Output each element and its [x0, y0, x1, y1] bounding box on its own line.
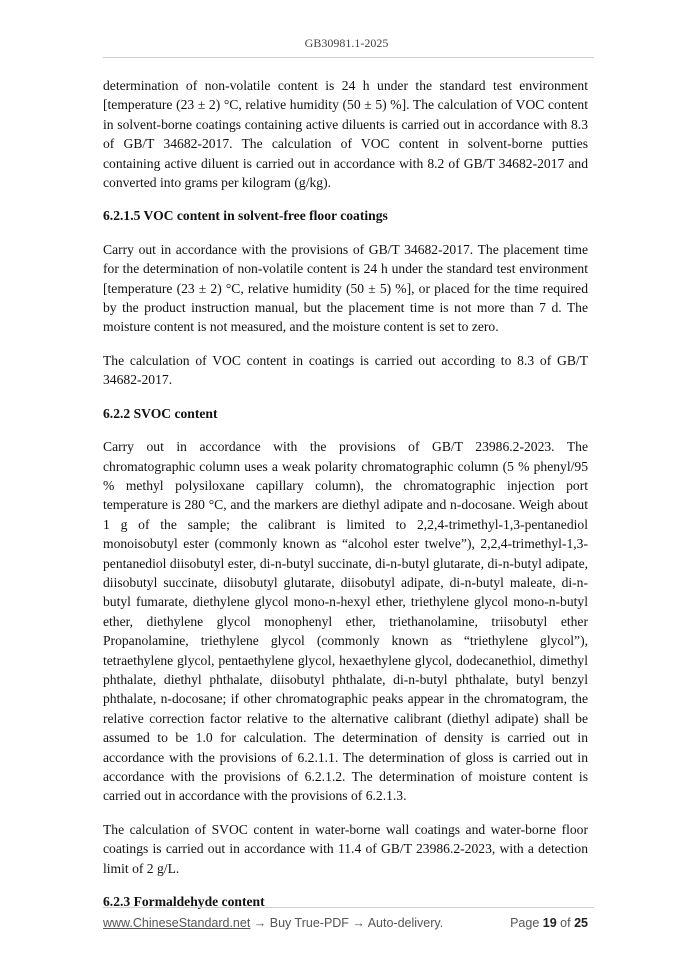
website-link[interactable]: www.ChineseStandard.net — [103, 916, 251, 930]
page-indicator — [510, 916, 588, 930]
heading-6-2-1-5: 6.2.1.5 VOC content in solvent-free floor coatings — [103, 208, 388, 224]
promo-text: → Buy True-PDF → Auto-delivery. — [250, 916, 444, 930]
heading-6-2-3: 6.2.3 Formaldehyde content — [103, 894, 265, 910]
paragraph-solvent-free-floor-method: Carry out in accordance with the provisions of GB/T 34682-2017. The placement time for the determination of non-volatile content is 24 h under the standard test environment [temperature (23 ± 2) °C, relative humidity (50 ± 5) %], or placed for the time required by the product instruction manual, but the placement time is not more than 7 d. The moisture content is not measured, and the moisture content is set to zero. — [103, 241, 588, 335]
footer-promo — [103, 916, 443, 930]
total-pages-number: 25 — [574, 916, 588, 930]
paragraph-svoc-calculation: The calculation of SVOC content in water-borne wall coatings and water-borne floor coatings is carried out in accordance with 11.4 of GB/T 23986.2-2023, with a detection limit of 2 g/L. — [103, 821, 588, 876]
page-header: GB30981.1-2025 — [304, 36, 389, 50]
current-page-number: 19 — [542, 916, 557, 930]
page-label: Page — [510, 916, 540, 930]
paragraph-voc-solvent-borne-continued: determination of non-volatile content is 24 h under the standard test environment [temperature (23 ± 2) °C, relative humidity (50 ± 5) %]. The calculation of VOC content in solvent-borne coatings containing active diluents is carried out in accordance with 8.3 of GB/T 34682-2017. The calculation of VOC content in solvent-borne putties containing active diluent is carried out in accordance with 8.2 of GB/T 34682-2017 and converted into grams per kilogram (g/kg). — [103, 78, 588, 191]
footer-divider — [103, 907, 594, 908]
paragraph-svoc-method: Carry out in accordance with the provisions of GB/T 23986.2-2023. The chromatographic column uses a weak polarity chromatographic column (5 % phenyl/95 % methyl polysiloxane capillary column), the chromatographic injection port temperature is 280 °C, and the markers are diethyl adipate and n-docosane. Weigh about 1 g of the sample; the calibrant is limited to 2,2,4-trimethyl-1,3-pentanediol monoisobutyl ester (commonly known as “alcohol ester twelve”), 2,2,4-trimethyl-1,3-pentanediol diisobutyl ester, di-n-butyl succinate, di-n-butyl glutarate, di-n-butyl adipate, diisobutyl succinate, diisobutyl glutarate, diisobutyl adipate, di-n-butyl maleate, di-n-butyl fumarate, diethylene glycol mono-n-hexyl ether, triethylene glycol mono-n-butyl ether, diethylene glycol monophenyl ether, triethanolamine, triisobutyl ether Propanolamine, triethylene glycol (commonly known as “triethylene glycol”), tetraethylene glycol, pentaethylene glycol, hexaethylene glycol, dodecanethiol, dimethyl phthalate, diethyl phthalate, diisobutyl phthalate, di-n-butyl phthalate, butyl benzyl phthalate, n-docosane; if other chromatographic peaks appear in the chromatogram, the relative correction factor relative to the alternative calibrant (diethyl adipate) shall be assumed to be 1.0 for calculation. The determination of density is carried out in accordance with the provisions of 6.2.1.1. The determination of gloss is carried out in accordance with the provisions of 6.2.1.2. The determination of moisture content is carried out in accordance with the provisions of 6.2.1.3. — [103, 439, 588, 804]
heading-6-2-2: 6.2.2 SVOC content — [103, 405, 218, 421]
header-divider — [103, 57, 594, 58]
of-label: of — [560, 916, 571, 930]
paragraph-voc-calculation: The calculation of VOC content in coatings is carried out according to 8.3 of GB/T 34682-2017. — [103, 352, 588, 388]
page-footer — [103, 916, 588, 934]
document-body — [103, 76, 588, 911]
